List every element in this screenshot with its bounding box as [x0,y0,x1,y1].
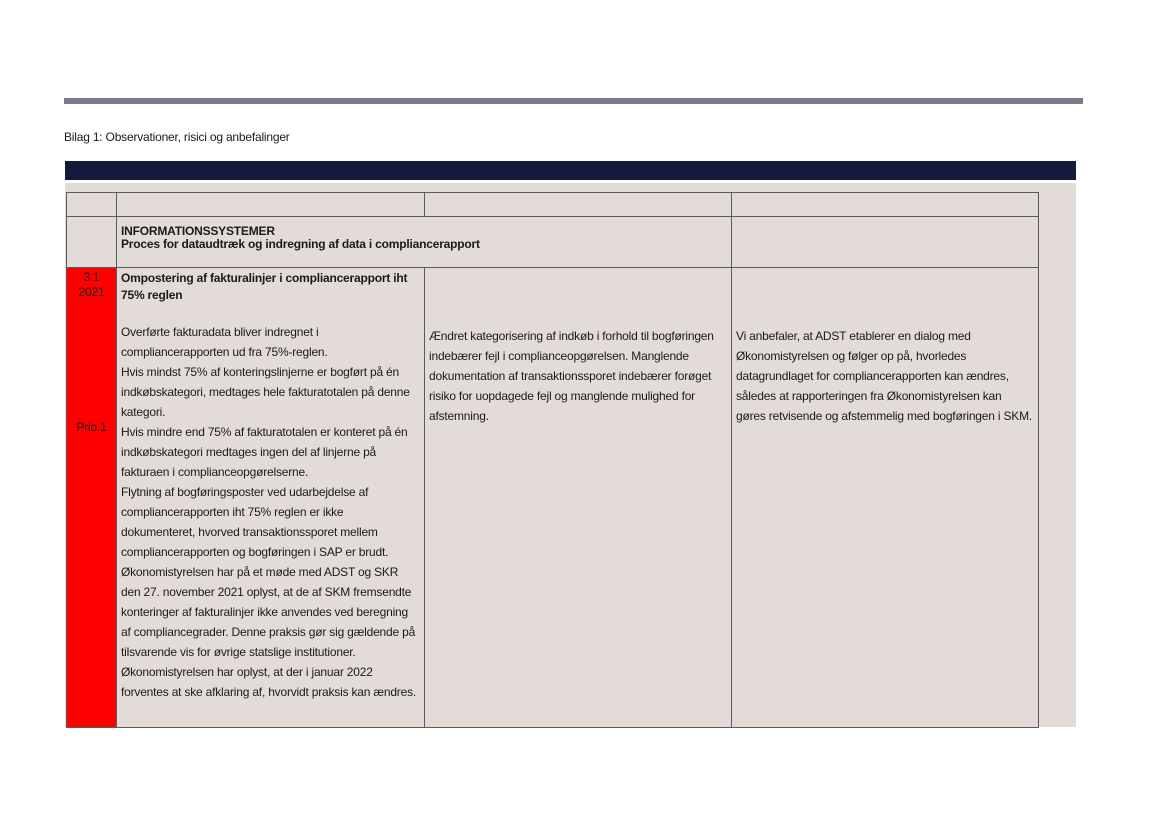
observation-cell [117,268,425,728]
table-header-band [65,161,1076,180]
section-subheading: Proces for dataudtræk og indregning af data i compliancerapport [121,237,480,251]
section-id-cell [67,217,117,268]
risk-text: Ændret kategorisering af indkøb i forhold til bogføringen indebærer fejl i complianceopgørelsen. Manglende dokumentation af transaktionssporet indebærer forøget risiko for uopdagede fejl og manglende mulighed for afstemning. [429,329,714,423]
findings-table [66,192,1039,728]
finding-row [67,268,1039,728]
observation-paragraph: Økonomistyrelsen har på et møde med ADST og SKR den 27. november 2021 oplyst, at de af SKM fremsendte konteringer af fakturalinjer ikke anvendes ved beregning af compliancegrader. Denne praksis gør sig gældende på tilsvarende vis for øvrige statslige institutioner. Økonomistyrelsen har oplyst, at der i januar 2022 forventes at ske afklaring af, hvorvidt praksis kan ændres. [121,565,419,699]
finding-number: 3.1 [83,270,100,284]
finding-year: 2021 [78,285,105,299]
document-title: Bilag 1: Observationer, risici og anbefalinger [64,130,290,144]
header-cell-recommendation [732,193,1039,217]
priority-label: Prio.1 [76,420,107,434]
finding-id-cell [67,268,117,728]
header-cell-observation [117,193,425,217]
observation-paragraph: Hvis mindre end 75% af fakturatotalen er konteret på én indkøbskategori medtages ingen del af linjerne på fakturaen i complianceopgørelserne. [121,425,411,479]
observation-paragraph: Hvis mindst 75% af konteringslinjerne er bogført på én indkøbskategori, medtages hele fakturatotalen på denne kategori. [121,365,413,419]
section-heading: INFORMATIONSSYSTEMER [121,224,275,238]
header-cell-risk [425,193,732,217]
observation-paragraph: Overførte fakturadata bliver indregnet i compliancerapporten ud fra 75%-reglen. [121,325,328,359]
section-empty-cell [732,217,1039,268]
observation-text [117,304,424,702]
risk-cell [425,268,732,728]
finding-title: Ompostering af fakturalinjer i compliancerapport iht 75% reglen [121,271,408,302]
top-divider [64,98,1083,104]
recommendation-cell [732,268,1039,728]
header-cell-id [67,193,117,217]
section-row [67,217,1039,268]
section-title-cell [117,217,732,268]
observation-paragraph: Flytning af bogføringsposter ved udarbejdelse af compliancerapporten iht 75% reglen er ikke dokumenteret, hvorved transaktionssporet mellem compliancerapporten og bogføringen i SAP er brudt. [121,485,389,559]
recommendation-text: Vi anbefaler, at ADST etablerer en dialog med Økonomistyrelsen og følger op på, hvorledes datagrundlaget for compliancerapporten kan ændres, således at rapporteringen fra Økonomistyrelsen kan gøres retvisende og afstemmelig med bogføringen i SKM. [736,329,1033,423]
table-header-row [67,193,1039,217]
